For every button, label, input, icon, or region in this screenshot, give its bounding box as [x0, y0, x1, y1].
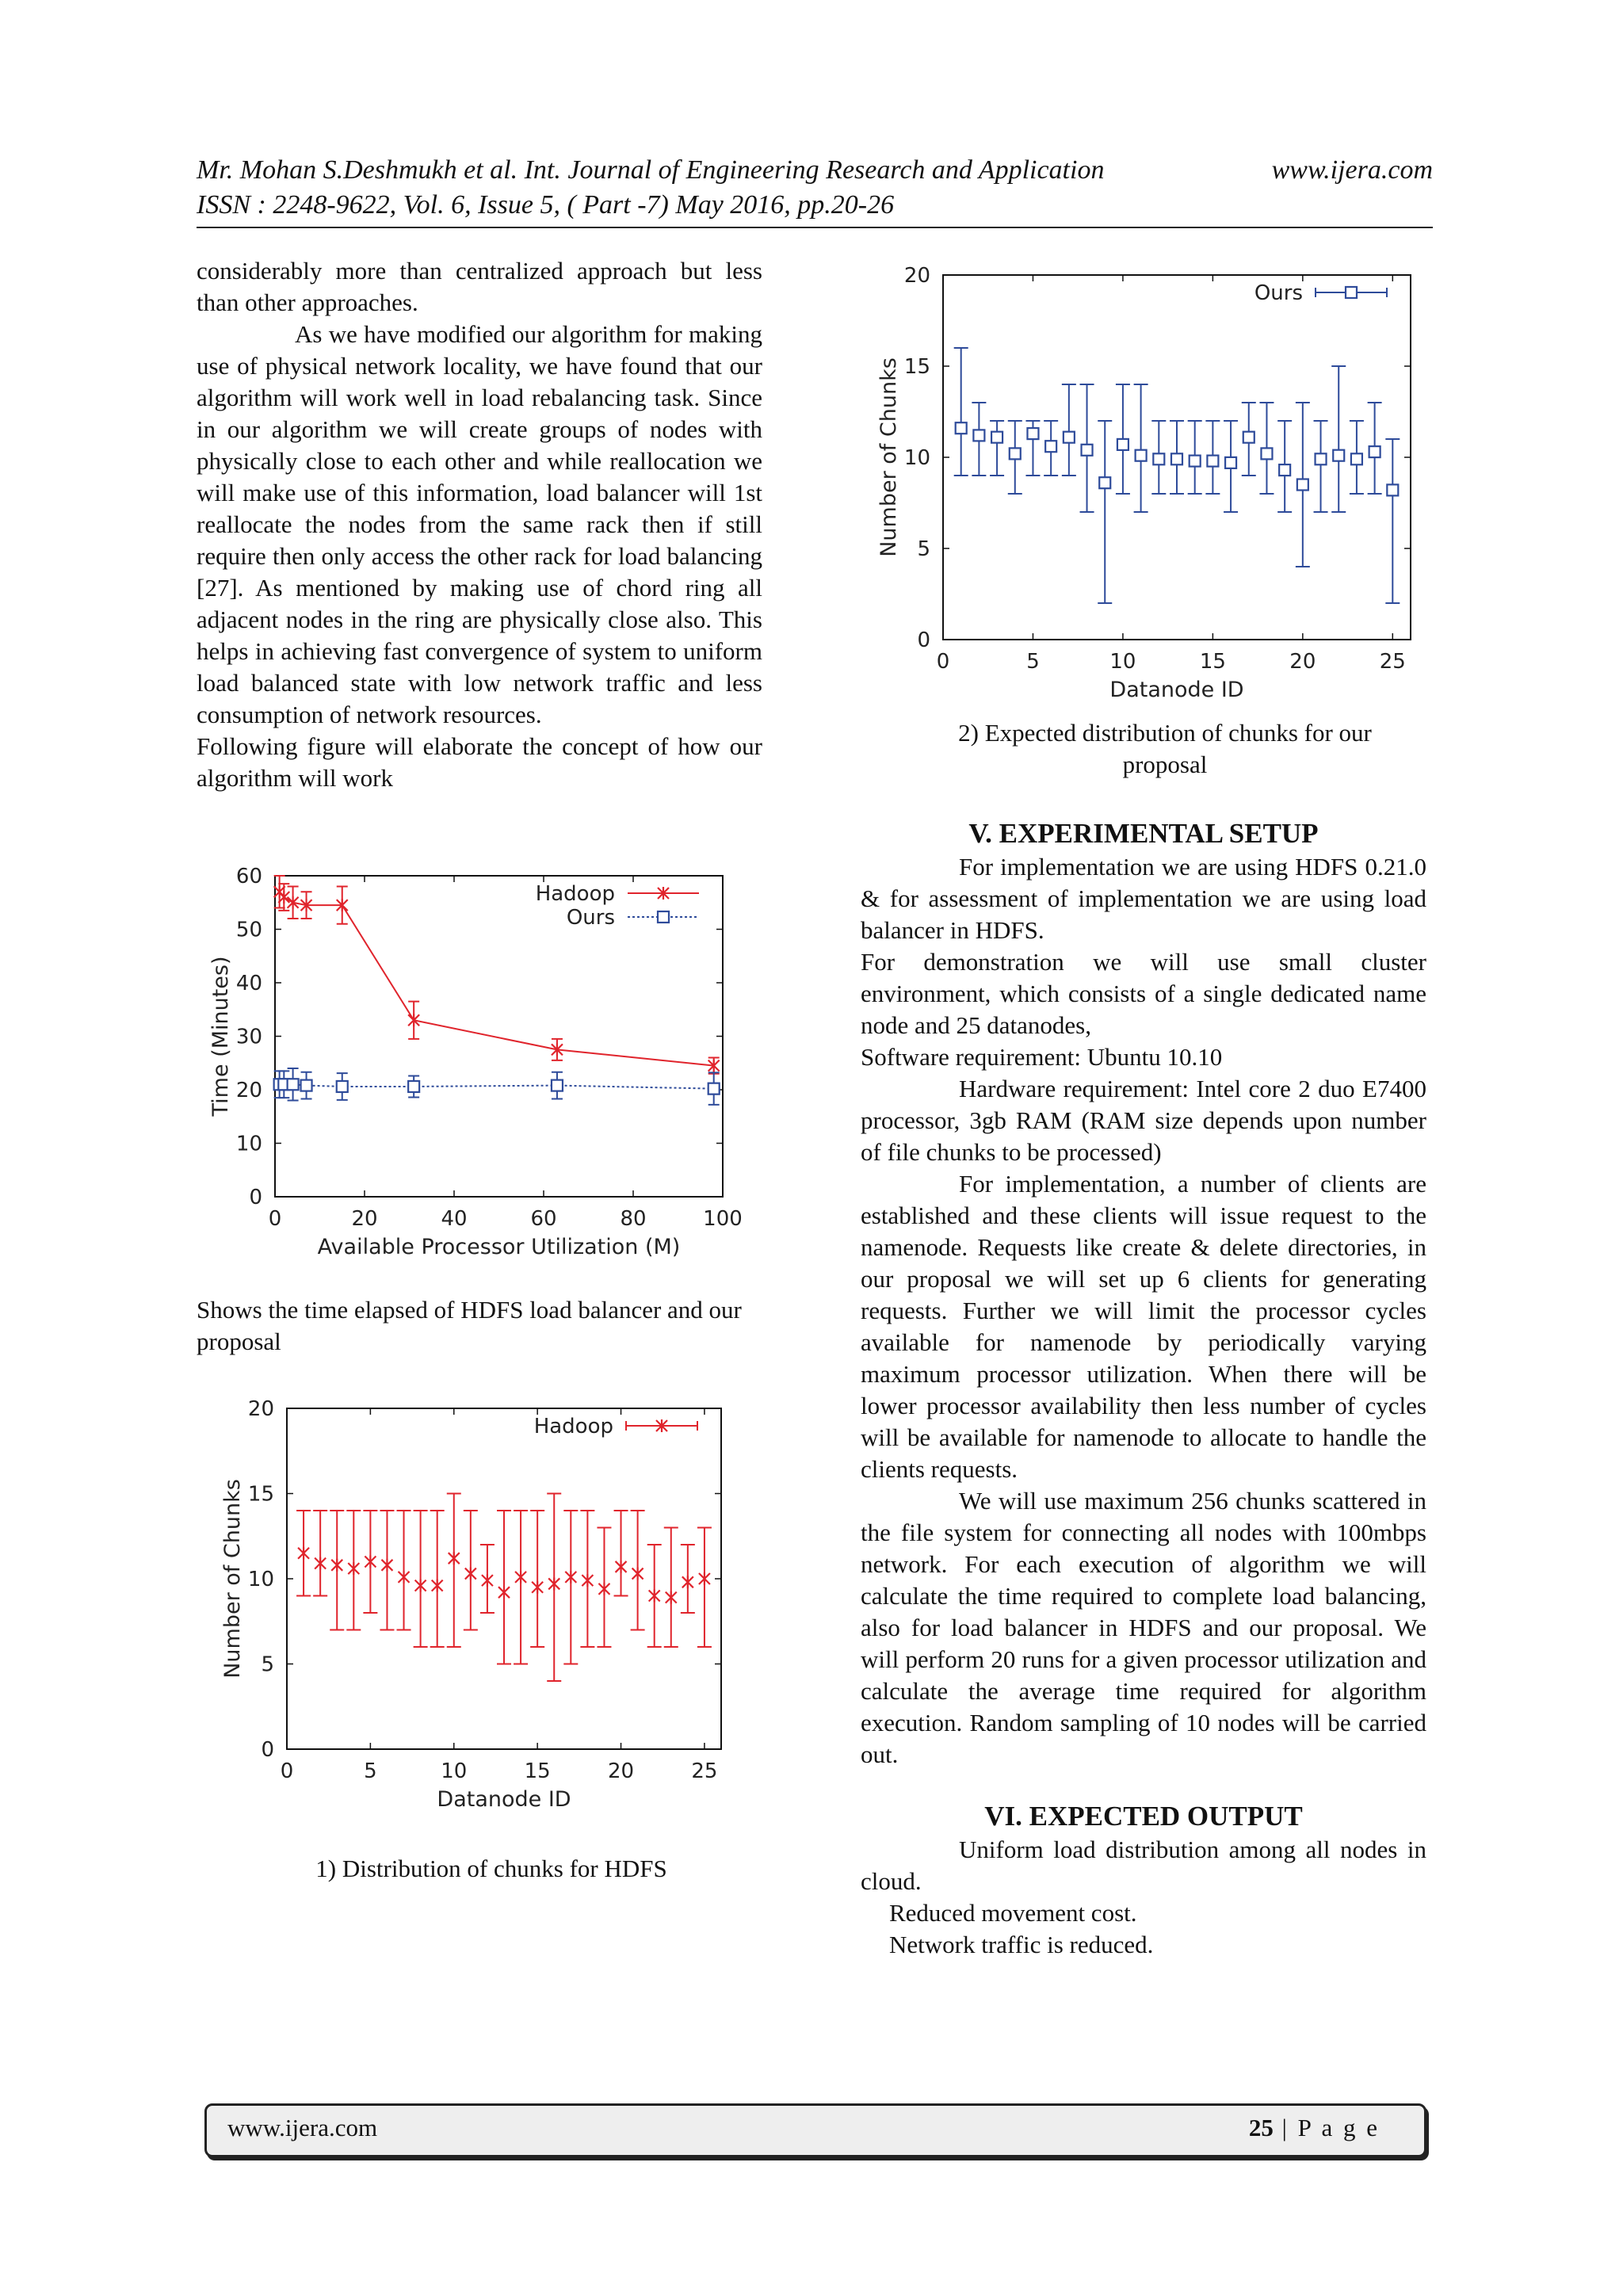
time-chart-plot [208, 865, 743, 1259]
data-point-marker [565, 1571, 576, 1584]
error-bar [430, 1511, 445, 1647]
header-divider [197, 227, 1433, 228]
data-point-marker [288, 1079, 299, 1090]
ours-chunks-plot [876, 264, 1411, 702]
error-bar [1331, 366, 1346, 512]
paragraph: As we have modified our algorithm for making use of physical network locality, we have found that our algorithm will work well in load rebalancing task. Since in our algorithm we will create groups of nodes with physically close to each other and while reallocation we will make use of this information, load balancer will 1st reallocate the nodes from the same rack then if still require then only access the other rack for load balancing [27]. As mentioned by making use of chord ring all adjacent nodes in the ring are physically close also. This helps in achieving fast convergence of system to uniform load balanced state with low network traffic and less consumption of network resources. [197, 320, 762, 728]
legend-label: Ours [566, 906, 615, 930]
data-point-marker [991, 432, 1002, 443]
running-header [197, 154, 1433, 187]
data-point-marker [1346, 287, 1357, 298]
error-bar [397, 1511, 411, 1630]
left-text-column [197, 255, 762, 794]
y-tick-label: 60 [235, 865, 262, 888]
y-tick-label: 30 [235, 1025, 262, 1049]
y-tick-label: 0 [917, 628, 930, 652]
y-tick-label: 0 [249, 1186, 262, 1209]
series-line [280, 892, 714, 1065]
error-bar [1314, 421, 1328, 512]
data-point-marker [1010, 448, 1021, 459]
error-bar [1134, 384, 1148, 512]
y-tick-label: 20 [247, 1397, 274, 1421]
data-point-marker [1027, 428, 1038, 439]
x-tick-label: 15 [1199, 650, 1226, 674]
data-point-marker [1117, 439, 1128, 450]
y-tick-label: 10 [903, 446, 930, 470]
data-point-marker [658, 911, 669, 923]
error-bar [530, 1511, 544, 1647]
error-bar [1098, 421, 1112, 603]
data-point-marker [582, 1574, 593, 1587]
section-heading: V. EXPERIMENTAL SETUP [968, 818, 1319, 849]
error-bar [954, 348, 968, 476]
ours-chunks-chart [864, 258, 1434, 709]
y-tick-label: 5 [261, 1652, 274, 1677]
error-bar [313, 1511, 327, 1596]
data-point-marker [1351, 453, 1362, 464]
data-point-marker [649, 1590, 660, 1603]
data-point-marker [552, 1080, 563, 1091]
x-tick-label: 100 [703, 1207, 743, 1231]
x-tick-label: 15 [524, 1759, 551, 1783]
y-tick-label: 40 [235, 972, 262, 995]
data-point-marker [1082, 445, 1093, 456]
paragraph: Following figure will elaborate the concept of how our algorithm will work [197, 732, 762, 792]
right-text-column [861, 816, 1426, 1961]
data-point-marker [1243, 432, 1254, 443]
paragraph: For implementation, a number of clients are established and these clients will issue request to the namenode. Requests like create & delete directories, in our proposal we will set up 6 clients for generating requests. Further we will limit the processor cycles available for namenode by periodically varying maximum processor utilization. When there will be lower processor availability then less number of cycles will be available for namenode to allocate to handle the clients requests. [861, 1170, 1426, 1483]
y-tick-label: 5 [917, 537, 930, 561]
data-point-marker [432, 1580, 443, 1592]
error-bar [563, 1511, 578, 1664]
page-footer [204, 2103, 1426, 2157]
x-tick-label: 25 [1379, 650, 1406, 674]
data-point-marker [548, 1577, 559, 1590]
data-point-marker [1316, 453, 1327, 464]
data-point-marker [1045, 441, 1056, 452]
data-point-marker [1225, 457, 1236, 468]
y-tick-label: 15 [903, 355, 930, 379]
data-point-marker [632, 1568, 643, 1580]
data-point-marker [465, 1568, 476, 1580]
time-chart-caption: Shows the time elapsed of HDFS load balancer and our proposal [197, 1296, 742, 1355]
y-tick-label: 20 [235, 1079, 262, 1102]
y-tick-label: 0 [261, 1738, 274, 1762]
data-point-marker [699, 1572, 710, 1585]
data-point-marker [337, 1081, 348, 1092]
data-point-marker [348, 1562, 359, 1575]
x-tick-label: 60 [530, 1207, 557, 1231]
data-point-marker [532, 1581, 543, 1594]
error-bar [1062, 384, 1076, 476]
paragraph: considerably more than centralized approach but less than other approaches. [197, 257, 762, 316]
error-bar [990, 421, 1004, 476]
legend-label: Ours [1254, 281, 1303, 305]
x-tick-label: 10 [1109, 650, 1136, 674]
x-tick-label: 20 [607, 1759, 635, 1783]
data-point-marker [449, 1552, 460, 1564]
data-point-marker [1333, 450, 1344, 461]
page-number [1249, 2114, 1380, 2142]
error-bar [1385, 439, 1400, 603]
journal-citation: Mr. Mohan S.Deshmukh et al. Int. Journal of Engineering Research and Application [197, 155, 1105, 185]
data-point-marker [598, 1583, 609, 1595]
data-point-marker [482, 1574, 493, 1587]
y-tick-label: 10 [235, 1132, 262, 1156]
hadoop-chunks-chart [214, 1391, 753, 1835]
data-point-marker [616, 1561, 627, 1573]
data-point-marker [1064, 432, 1075, 443]
x-tick-label: 10 [441, 1759, 468, 1783]
caption-line: 2) Expected distribution of chunks for our [958, 719, 1372, 747]
error-bar [514, 1511, 528, 1664]
paragraph: For implementation we are using HDFS 0.21.0 & for assessment of implementation we are using load balancer in HDFS. [861, 853, 1426, 944]
x-tick-label: 0 [936, 650, 950, 674]
paragraph: We will use maximum 256 chunks scattered in the file system for connecting all nodes with 100mbps network. For each execution of algorithm we will calculate the time required to complete load balancing, also for load balancer in HDFS and our proposal. We will perform 20 runs for a given processor utilization and calculate the average time required for algorithm execution. Random sampling of 10 nodes will be carried out. [861, 1487, 1426, 1768]
hadoop-chunks-caption: 1) Distribution of chunks for HDFS [315, 1855, 667, 1882]
paragraph: Hardware requirement: Intel core 2 duo E7400 processor, 3gb RAM (RAM size depends upon number of file chunks to be processed) [861, 1075, 1426, 1166]
data-point-marker [1369, 446, 1381, 457]
x-tick-label: 5 [364, 1759, 377, 1783]
x-axis-label: Datanode ID [437, 1787, 571, 1812]
data-point-marker [365, 1556, 376, 1568]
y-axis-label: Number of Chunks [876, 357, 901, 557]
data-point-marker [515, 1571, 526, 1584]
data-point-marker [381, 1559, 392, 1572]
data-point-marker [956, 422, 967, 434]
data-point-marker [399, 1571, 410, 1584]
x-axis-label: Available Processor Utilization (M) [317, 1235, 681, 1259]
journal-website[interactable]: www.ijera.com [1271, 155, 1433, 185]
paragraph: Reduced movement cost. [889, 1899, 1137, 1927]
data-point-marker [682, 1576, 693, 1588]
data-point-marker [708, 1083, 720, 1095]
y-tick-label: 15 [247, 1482, 274, 1507]
data-point-marker [1261, 448, 1272, 459]
paragraph: Software requirement: Ubuntu 10.10 [861, 1043, 1223, 1071]
data-point-marker [1207, 456, 1218, 467]
error-bar [414, 1511, 428, 1647]
page-number-value: 25 [1248, 2114, 1274, 2141]
x-tick-label: 40 [441, 1207, 468, 1231]
section-heading: VI. EXPECTED OUTPUT [984, 1801, 1303, 1832]
x-axis-label: Datanode ID [1109, 678, 1244, 702]
data-point-marker [666, 1591, 677, 1604]
data-point-marker [1136, 450, 1147, 461]
data-point-marker [408, 1081, 419, 1092]
x-tick-label: 5 [1026, 650, 1040, 674]
paragraph: Uniform load distribution among all nodes in cloud. [861, 1836, 1426, 1895]
paragraph: For demonstration we will use small cluster environment, which consists of a single dedicated name node and 25 datanodes, [861, 948, 1426, 1039]
footer-website[interactable]: www.ijera.com [227, 2114, 378, 2141]
error-bar [614, 1511, 628, 1596]
y-axis-label: Time (Minutes) [208, 956, 233, 1117]
x-tick-label: 0 [268, 1207, 282, 1231]
x-tick-label: 20 [351, 1207, 378, 1231]
data-point-marker [1297, 479, 1308, 491]
page-label: | P a g e [1281, 2114, 1380, 2141]
data-point-marker [1279, 464, 1290, 476]
paragraph: Network traffic is reduced. [889, 1931, 1154, 1958]
data-point-marker [415, 1580, 426, 1592]
ours-chunks-caption [896, 717, 1434, 781]
data-point-marker [315, 1557, 326, 1570]
x-tick-label: 20 [1289, 650, 1316, 674]
y-axis-label: Number of Chunks [220, 1479, 245, 1679]
data-point-marker [1099, 477, 1110, 488]
x-tick-label: 0 [280, 1759, 294, 1783]
y-tick-label: 20 [903, 264, 930, 288]
hadoop-chunks-plot [220, 1397, 721, 1812]
legend-label: Hadoop [533, 1415, 613, 1438]
data-point-marker [331, 1559, 342, 1572]
time-chart [202, 860, 757, 1276]
data-point-marker [1190, 456, 1201, 467]
data-point-marker [1153, 453, 1164, 464]
y-tick-label: 50 [235, 918, 262, 942]
caption-line: proposal [1122, 751, 1208, 778]
error-bar [447, 1494, 461, 1648]
y-tick-label: 10 [247, 1568, 274, 1591]
data-point-marker [973, 430, 984, 441]
data-point-marker [301, 1080, 312, 1091]
data-point-marker [1171, 453, 1182, 464]
legend-label: Hadoop [535, 882, 615, 906]
x-tick-label: 25 [691, 1759, 718, 1783]
error-bar [664, 1528, 678, 1648]
x-tick-label: 80 [620, 1207, 647, 1231]
issn-line: ISSN : 2248-9622, Vol. 6, Issue 5, ( Part -7) May 2016, pp.20-26 [197, 190, 895, 220]
error-bar [697, 1528, 712, 1648]
data-point-marker [498, 1586, 510, 1599]
data-point-marker [298, 1547, 309, 1560]
data-point-marker [1387, 484, 1398, 495]
